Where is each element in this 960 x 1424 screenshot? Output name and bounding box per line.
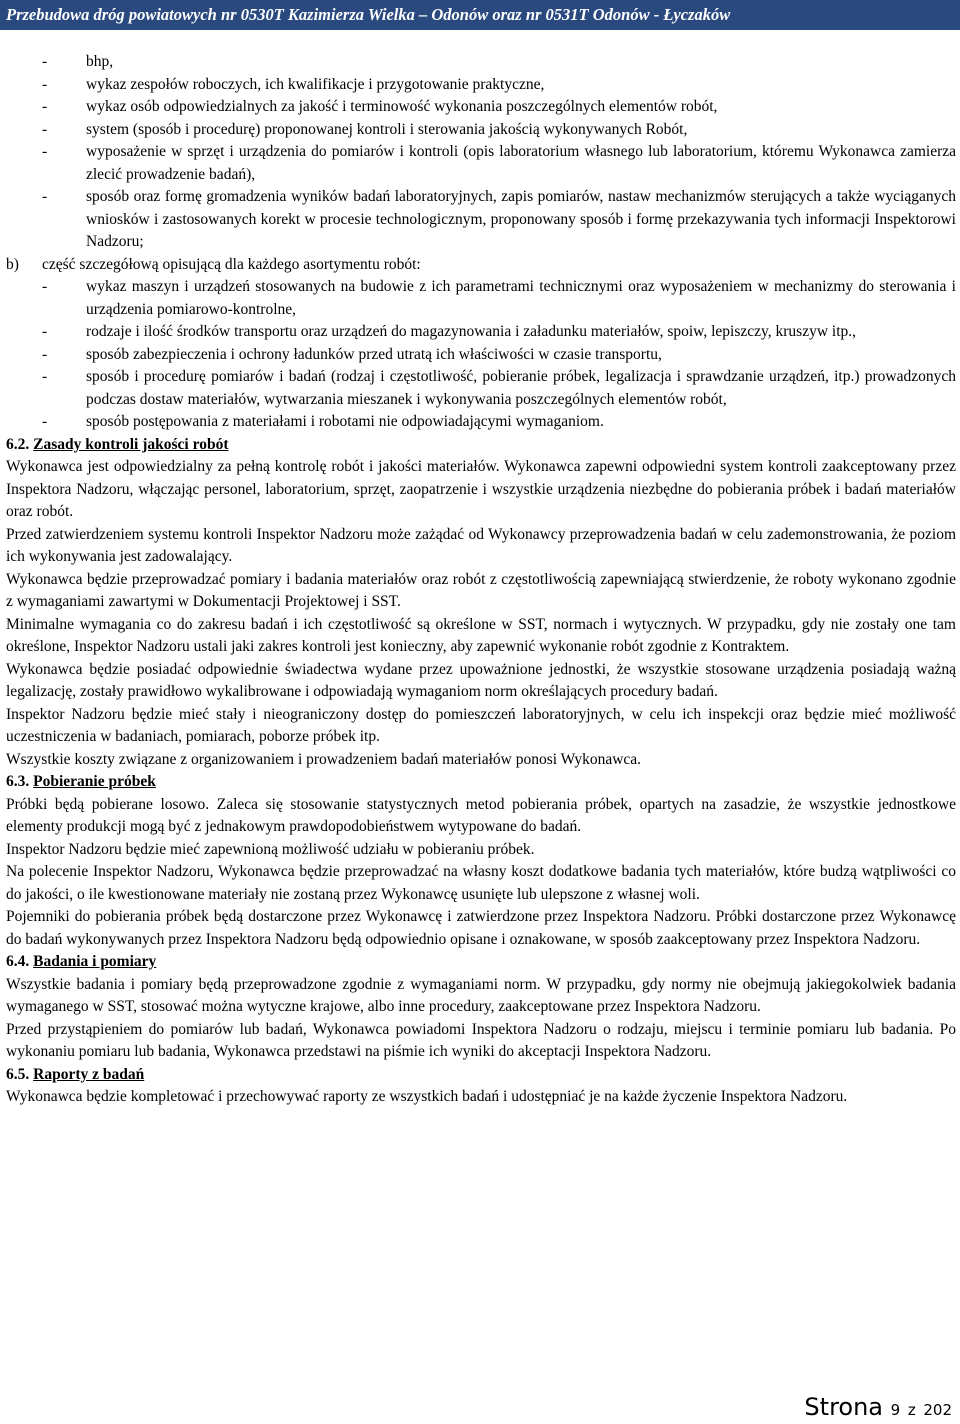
section-6-3 (6, 771, 956, 951)
list-item: - sposób i procedurę pomiarów i badań (rodzaj i częstotliwość, pobieranie próbek, legalizacja i sprawdzanie urządzeń, itp.) prowadzonych podczas dostaw materiałów, wytwarzania mieszanek i wykonywania poszczególnych elementów robót, (42, 368, 956, 408)
paragraph: Minimalne wymagania co do zakresu badań i ich częstotliwość są określone w SST, normach i wytycznych. W przypadku, gdy nie zostały one tam określone, Inspektor Nadzoru ustali jaki zakres kontroli jest konieczny, aby zapewnić wykonanie robót zgodnie z Kontraktem. (6, 615, 956, 655)
list-item: - rodzaje i ilość środków transportu oraz urządzeń do magazynowania i załadunku materiałów, spoiw, lepiszczy, kruszyw itp., (42, 323, 857, 340)
list-item: - bhp, (42, 53, 114, 70)
page-header (0, 0, 960, 30)
paragraph: Przed zatwierdzeniem systemu kontroli Inspektor Nadzoru może zażądać od Wykonawcy przeprowadzenia badań w celu zademonstrowania, że poziom ich wykonywania jest zadowalający. (6, 525, 956, 565)
paragraph: Wykonawca jest odpowiedzialny za pełną kontrolę robót i jakości materiałów. Wykonawca zapewni odpowiedni system kontroli zaakceptowany przez Inspektora Nadzoru, włączając personel, laboratorium, sprzęt, zaopatrzenie i wszystkie urządzenia niezbędne do pobierania próbek i badań materiałów oraz robót. (6, 458, 956, 520)
paragraph: Wykonawca będzie kompletować i przechowywać raporty ze wszystkich badań i udostępniać je na każde życzenie Inspektora Nadzoru. (6, 1088, 848, 1105)
page-number: 9 (890, 1401, 901, 1419)
section-6-5 (6, 1064, 956, 1109)
list-item: - sposób postępowania z materiałami i robotami nie odpowiadającymi wymaganiom. (42, 413, 604, 430)
list-item: - wykaz osób odpowiedzialnych za jakość i terminowość wykonania poszczególnych elementów robót, (42, 98, 718, 115)
section-heading: 6.3. Pobieranie próbek (6, 773, 156, 790)
paragraph: Wykonawca będzie przeprowadzać pomiary i badania materiałów oraz robót z częstotliwością zapewniającą stwierdzenie, że roboty wykonano zgodnie z wymaganiami zawartymi w Dokumentacji Projektowej i SST. (6, 570, 956, 610)
list-item: - wyposażenie w sprzęt i urządzenia do pomiarów i kontroli (opis laboratorium własnego lub laboratorium, któremu Wykonawca zamierza zlecić prowadzenie badań), (42, 143, 956, 183)
page-of: z (907, 1401, 916, 1419)
section-heading: 6.5. Raporty z badań (6, 1065, 145, 1083)
section-6-2 (6, 434, 956, 772)
paragraph: Inspektor Nadzoru będzie mieć stały i nieograniczony dostęp do pomieszczeń laboratoryjnych, w celu ich inspekcji oraz będzie mieć możliwość uczestniczenia w badaniach, pomiarach, poborze próbek itp. (6, 705, 956, 745)
section-6-4 (6, 951, 956, 1064)
paragraph: Próbki będą pobierane losowo. Zaleca się stosowanie statystycznych metod pobierania próbek, opartych na zasadzie, że wszystkie jednostkowe elementy produkcji mogą być z jednakowym prawdopodobieństwem wytypowane do badań. (6, 795, 956, 835)
list-a (6, 51, 956, 254)
paragraph: Inspektor Nadzoru będzie mieć zapewnioną możliwość udziału w pobieraniu próbek. (6, 840, 535, 858)
paragraph: Wszystkie badania i pomiary będą przeprowadzone zgodnie z wymaganiami norm. W przypadku, gdy normy nie obejmują jakiegokolwiek badania wymaganego w SST, stosować można wytyczne krajowe, albo inne procedury, zaakceptowane przez Inspektora Nadzoru. (6, 975, 956, 1015)
list-b (6, 276, 956, 434)
paragraph: Pojemniki do pobierania próbek będą dostarczone przez Wykonawcę i zatwierdzone przez Inspektora Nadzoru. Próbki dostarczone przez Wykonawcę do badań wykonywanych przez Inspektora Nadzoru będą odpowiednio opisane i oznakowane, w sposób zaakceptowany przez Inspektora Nadzoru. (6, 908, 956, 948)
paragraph: Wszystkie koszty związane z organizowaniem i prowadzeniem badań materiałów ponosi Wykonawca. (6, 750, 642, 768)
page-footer (804, 1393, 952, 1424)
section-heading: 6.4. Badania i pomiary (6, 953, 157, 970)
list-item: - sposób oraz formę gromadzenia wyników badań laboratoryjnych, zapis pomiarów, nastaw mechanizmów sterujących a także wyciąganych wniosków i zastosowanych korekt w procesie technologicznym, proponowany sposób i formę przekazywania tych informacji Inspektorowi Nadzoru; (42, 188, 956, 250)
page-total: 202 (923, 1401, 952, 1419)
paragraph: Na polecenie Inspektor Nadzoru, Wykonawca będzie przeprowadzać na własny koszt dodatkowe badania tych materiałów, które budzą wątpliwości co do jakości, o ile kwestionowane materiały nie zostaną przez Wykonawcę usunięte lub ulepszone z własnej woli. (6, 863, 956, 903)
list-item: - system (sposób i procedurę) proponowanej kontroli i sterowania jakością wykonywanych Robót, (42, 120, 688, 138)
document-body (6, 51, 956, 1109)
paragraph: Wykonawca będzie posiadać odpowiednie świadectwa wydane przez upoważnione jednostki, że wszystkie stosowane urządzenia posiadają ważną legalizację, zostały prawidłowo wykalibrowane i odpowiadają wymaganiom norm określających procedury badań. (6, 660, 956, 700)
footer-label: Strona (804, 1393, 884, 1421)
list-item: - wykaz maszyn i urządzeń stosowanych na budowie z ich parametrami technicznymi oraz wyposażeniem w mechanizmy do sterowania i urządzenia pomiarowo-kontrolne, (42, 278, 956, 318)
list-item-b: b) część szczegółową opisującą dla każdego asortymentu robót: (6, 255, 421, 273)
header-title: Przebudowa dróg powiatowych nr 0530T Kazimierza Wielka – Odonów oraz nr 0531T Odonów - Łyczaków (6, 5, 731, 24)
list-item: - sposób zabezpieczenia i ochrony ładunków przed utratą ich właściwości w czasie transportu, (42, 345, 662, 363)
section-heading: 6.2. Zasady kontroli jakości robót (6, 435, 229, 453)
paragraph: Przed przystąpieniem do pomiarów lub badań, Wykonawca powiadomi Inspektora Nadzoru o rodzaju, miejscu i terminie pomiaru lub badania. Po wykonaniu pomiaru lub badania, Wykonawca przedstawi na piśmie ich wyniki do akceptacji Inspektora Nadzoru. (6, 1020, 956, 1060)
list-item: - wykaz zespołów roboczych, ich kwalifikacje i przygotowanie praktyczne, (42, 75, 545, 93)
